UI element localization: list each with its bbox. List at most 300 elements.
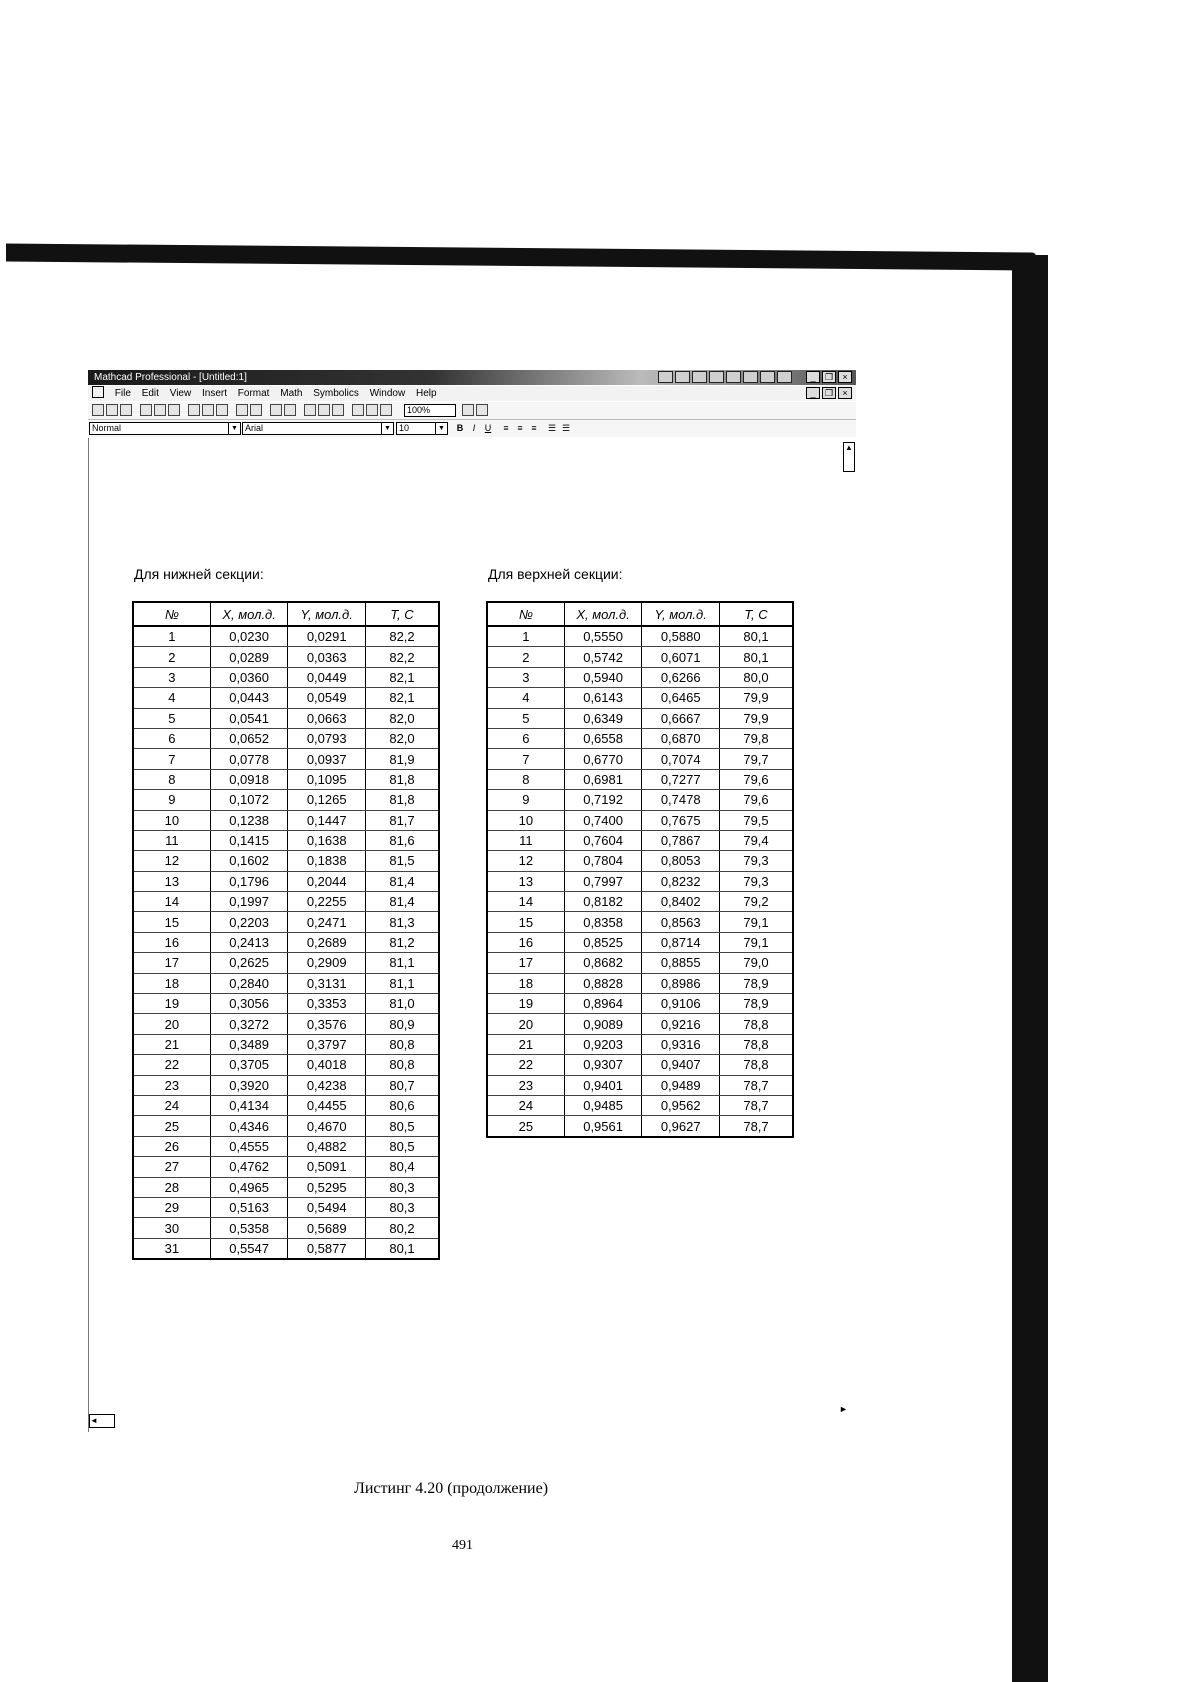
table-cell: 0,2413 xyxy=(210,932,288,952)
menu-math[interactable]: Math xyxy=(280,388,303,399)
table-row xyxy=(133,1075,439,1095)
table-row xyxy=(133,1116,439,1136)
copy-icon[interactable] xyxy=(202,404,214,416)
column-header: T, C xyxy=(720,602,794,626)
resource-icon[interactable] xyxy=(692,371,707,383)
resize-grip-icon[interactable]: ► xyxy=(839,1404,848,1414)
help-icon[interactable] xyxy=(476,404,488,416)
table-cell: 0,0443 xyxy=(210,688,288,708)
table-row xyxy=(133,1055,439,1075)
table-cell: 0,7400 xyxy=(564,810,642,830)
restore-button[interactable]: ❐ xyxy=(822,371,836,383)
table-cell: 0,9203 xyxy=(564,1034,642,1054)
table-cell: 13 xyxy=(487,871,564,891)
table-cell: 24 xyxy=(133,1095,210,1115)
table-row xyxy=(133,769,439,789)
table-row xyxy=(133,728,439,748)
table-cell: 80,3 xyxy=(366,1197,440,1217)
table-cell: 0,4238 xyxy=(288,1075,366,1095)
table-cell: 18 xyxy=(487,973,564,993)
align-across-icon[interactable] xyxy=(270,404,282,416)
table-cell: 0,2689 xyxy=(288,932,366,952)
menu-edit[interactable]: Edit xyxy=(141,388,159,399)
table-cell: 0,8563 xyxy=(642,912,720,932)
table-cell: 11 xyxy=(487,830,564,850)
standard-toolbar xyxy=(88,402,856,420)
table-cell: 0,4018 xyxy=(288,1055,366,1075)
table-cell: 19 xyxy=(487,994,564,1014)
table-cell: 11 xyxy=(133,830,210,850)
table-cell: 0,5163 xyxy=(210,1197,288,1217)
table-cell: 0,3353 xyxy=(288,994,366,1014)
column-header: № xyxy=(487,602,564,626)
table-cell: 0,9561 xyxy=(564,1116,642,1137)
table-cell: 0,3056 xyxy=(210,994,288,1014)
table-cell: 20 xyxy=(487,1014,564,1034)
table-cell: 80,9 xyxy=(366,1014,440,1034)
insert-unit-icon[interactable] xyxy=(318,404,330,416)
lower-section-table xyxy=(132,601,440,1260)
table-cell: 0,1447 xyxy=(288,810,366,830)
open-icon[interactable] xyxy=(106,404,118,416)
table-row xyxy=(487,892,793,912)
table-cell: 79,4 xyxy=(720,830,794,850)
table-cell: 0,5689 xyxy=(288,1218,366,1238)
align-right-icon[interactable]: ≡ xyxy=(531,423,537,433)
numbering-icon[interactable]: ☰ xyxy=(561,423,571,433)
table-row xyxy=(487,1034,793,1054)
table-cell: 82,1 xyxy=(366,688,440,708)
table-row xyxy=(133,1034,439,1054)
table-cell: 0,0449 xyxy=(288,667,366,687)
table-row xyxy=(487,912,793,932)
table-row xyxy=(133,790,439,810)
table-cell: 0,1415 xyxy=(210,830,288,850)
table-row xyxy=(487,830,793,850)
table-cell: 80,8 xyxy=(366,1055,440,1075)
table-cell: 79,2 xyxy=(720,892,794,912)
table-cell: 0,6349 xyxy=(564,708,642,728)
table-cell: 0,2471 xyxy=(288,912,366,932)
chevron-down-icon[interactable]: ▼ xyxy=(381,423,393,434)
table-cell: 0,6558 xyxy=(564,728,642,748)
table-cell: 0,5742 xyxy=(564,647,642,667)
table-row xyxy=(487,688,793,708)
table-cell: 0,8402 xyxy=(642,892,720,912)
style-select[interactable] xyxy=(89,422,241,435)
table-row xyxy=(133,688,439,708)
table-cell: 80,5 xyxy=(366,1136,440,1156)
table-cell: 81,7 xyxy=(366,810,440,830)
table-cell: 81,2 xyxy=(366,932,440,952)
column-header: Y, мол.д. xyxy=(288,602,366,626)
chevron-down-icon[interactable]: ▼ xyxy=(228,423,240,434)
table-cell: 81,4 xyxy=(366,871,440,891)
table-row xyxy=(133,973,439,993)
table-row xyxy=(487,851,793,871)
table-cell: 0,9106 xyxy=(642,994,720,1014)
table-row xyxy=(133,667,439,687)
table-cell: 0,9307 xyxy=(564,1055,642,1075)
font-select[interactable] xyxy=(242,422,394,435)
table-cell: 0,3920 xyxy=(210,1075,288,1095)
table-cell: 8 xyxy=(133,769,210,789)
table-cell: 25 xyxy=(487,1116,564,1137)
column-header: T, C xyxy=(366,602,440,626)
table-cell: 78,8 xyxy=(720,1034,794,1054)
table-cell: 20 xyxy=(133,1014,210,1034)
table-cell: 0,4455 xyxy=(288,1095,366,1115)
table-row xyxy=(487,1055,793,1075)
table-row xyxy=(487,667,793,687)
column-header: X, мол.д. xyxy=(210,602,288,626)
table-row xyxy=(487,1116,793,1137)
table-cell: 23 xyxy=(487,1075,564,1095)
table-cell: 78,8 xyxy=(720,1014,794,1034)
table-cell: 78,7 xyxy=(720,1116,794,1137)
table-cell: 81,8 xyxy=(366,769,440,789)
title-toolbar xyxy=(658,371,792,383)
table-cell: 79,1 xyxy=(720,912,794,932)
table-cell: 3 xyxy=(133,667,210,687)
listing-caption: Листинг 4.20 (продолжение) xyxy=(354,1480,549,1497)
table-cell: 4 xyxy=(487,688,564,708)
table-cell: 18 xyxy=(133,973,210,993)
table-cell: 78,9 xyxy=(720,994,794,1014)
table-cell: 0,7277 xyxy=(642,769,720,789)
chevron-down-icon[interactable]: ▼ xyxy=(435,423,447,434)
doc-close-button[interactable]: × xyxy=(838,387,852,399)
table-row xyxy=(133,953,439,973)
table-cell: 0,7997 xyxy=(564,871,642,891)
table-cell: 0,0363 xyxy=(288,647,366,667)
table-row xyxy=(133,851,439,871)
cut-icon[interactable] xyxy=(188,404,200,416)
menu-insert[interactable]: Insert xyxy=(201,388,227,399)
upper-section-table xyxy=(486,601,794,1138)
table-cell: 0,6465 xyxy=(642,688,720,708)
run-mathconnex-icon[interactable] xyxy=(380,404,392,416)
table-cell: 13 xyxy=(133,871,210,891)
table-cell: 79,0 xyxy=(720,953,794,973)
table-cell: 21 xyxy=(133,1034,210,1054)
table-cell: 0,7867 xyxy=(642,830,720,850)
table-cell: 0,1997 xyxy=(210,892,288,912)
table-row xyxy=(133,1095,439,1115)
table-row xyxy=(487,790,793,810)
table-row xyxy=(133,626,439,647)
table-cell: 6 xyxy=(487,728,564,748)
table-cell: 0,0549 xyxy=(288,688,366,708)
paste-icon[interactable] xyxy=(216,404,228,416)
page-number: 491 xyxy=(452,1538,473,1553)
table-cell: 1 xyxy=(133,626,210,647)
formatting-toolbar xyxy=(88,420,856,437)
table-cell: 78,8 xyxy=(720,1055,794,1075)
resource-icon[interactable] xyxy=(709,371,724,383)
menu-bar xyxy=(88,386,856,401)
align-left-icon[interactable]: ≡ xyxy=(503,423,509,433)
table-cell: 0,4134 xyxy=(210,1095,288,1115)
table-row xyxy=(487,769,793,789)
calculate-icon[interactable] xyxy=(332,404,344,416)
table-cell: 0,6071 xyxy=(642,647,720,667)
table-cell: 28 xyxy=(133,1177,210,1197)
table-cell: 0,6266 xyxy=(642,667,720,687)
table-row xyxy=(133,994,439,1014)
table-cell: 81,3 xyxy=(366,912,440,932)
table-cell: 0,6143 xyxy=(564,688,642,708)
align-down-icon[interactable] xyxy=(284,404,296,416)
table-cell: 0,0289 xyxy=(210,647,288,667)
menu-symbolics[interactable]: Symbolics xyxy=(313,388,359,399)
align-center-icon[interactable]: ≡ xyxy=(517,423,523,433)
window-title: Mathcad Professional - [Untitled:1] xyxy=(94,372,247,383)
table-cell: 81,9 xyxy=(366,749,440,769)
resource-icon[interactable] xyxy=(726,371,741,383)
insert-hyperlink-icon[interactable] xyxy=(352,404,364,416)
table-cell: 0,5547 xyxy=(210,1238,288,1259)
font-value: Arial xyxy=(245,423,264,433)
table-cell: 0,8525 xyxy=(564,932,642,952)
table-row xyxy=(133,892,439,912)
table-cell: 0,0793 xyxy=(288,728,366,748)
table-row xyxy=(133,749,439,769)
table-cell: 80,7 xyxy=(366,1075,440,1095)
table-cell: 5 xyxy=(487,708,564,728)
menu-format[interactable]: Format xyxy=(237,388,270,399)
table-cell: 10 xyxy=(487,810,564,830)
table-cell: 6 xyxy=(133,728,210,748)
table-row xyxy=(133,1157,439,1177)
minimize-button[interactable]: _ xyxy=(806,371,820,383)
lower-section-label: Для нижней секции: xyxy=(134,566,264,582)
column-header: № xyxy=(133,602,210,626)
table-cell: 12 xyxy=(133,851,210,871)
table-cell: 27 xyxy=(133,1157,210,1177)
table-cell: 7 xyxy=(133,749,210,769)
table-row xyxy=(133,1136,439,1156)
menu-window[interactable]: Window xyxy=(369,388,406,399)
table-cell: 81,1 xyxy=(366,973,440,993)
italic-icon[interactable]: I xyxy=(472,423,476,433)
table-cell: 2 xyxy=(133,647,210,667)
table-cell: 0,0541 xyxy=(210,708,288,728)
table-cell: 80,5 xyxy=(366,1116,440,1136)
table-cell: 16 xyxy=(133,932,210,952)
table-row xyxy=(133,810,439,830)
table-cell: 79,8 xyxy=(720,728,794,748)
table-cell: 0,3576 xyxy=(288,1014,366,1034)
table-row xyxy=(487,1095,793,1115)
resource-icon[interactable] xyxy=(658,371,673,383)
table-cell: 82,0 xyxy=(366,728,440,748)
table-cell: 17 xyxy=(487,953,564,973)
bullets-icon[interactable]: ☰ xyxy=(547,423,557,433)
table-cell: 0,9316 xyxy=(642,1034,720,1054)
table-row xyxy=(133,932,439,952)
doc-restore-button[interactable]: ❐ xyxy=(822,387,836,399)
print-preview-icon[interactable] xyxy=(154,404,166,416)
table-cell: 0,1238 xyxy=(210,810,288,830)
table-cell: 0,2044 xyxy=(288,871,366,891)
table-cell: 19 xyxy=(133,994,210,1014)
table-cell: 82,0 xyxy=(366,708,440,728)
table-cell: 0,9489 xyxy=(642,1075,720,1095)
table-cell: 0,8682 xyxy=(564,953,642,973)
table-cell: 0,2909 xyxy=(288,953,366,973)
table-cell: 5 xyxy=(133,708,210,728)
new-icon[interactable] xyxy=(92,404,104,416)
scroll-up-icon[interactable]: ▲ xyxy=(843,442,855,472)
table-cell: 0,1602 xyxy=(210,851,288,871)
table-cell: 3 xyxy=(487,667,564,687)
table-cell: 80,1 xyxy=(720,626,794,647)
table-cell: 0,8986 xyxy=(642,973,720,993)
table-cell: 0,7675 xyxy=(642,810,720,830)
table-cell: 16 xyxy=(487,932,564,952)
table-cell: 78,9 xyxy=(720,973,794,993)
table-cell: 0,5880 xyxy=(642,626,720,647)
table-cell: 7 xyxy=(487,749,564,769)
close-button[interactable]: × xyxy=(838,371,852,383)
bold-icon[interactable]: B xyxy=(456,423,464,433)
resource-icon[interactable] xyxy=(760,371,775,383)
table-cell: 0,5877 xyxy=(288,1238,366,1259)
table-cell: 0,0778 xyxy=(210,749,288,769)
table-cell: 0,9216 xyxy=(642,1014,720,1034)
table-cell: 12 xyxy=(487,851,564,871)
table-cell: 30 xyxy=(133,1218,210,1238)
resource-icon[interactable] xyxy=(743,371,758,383)
table-cell: 0,7804 xyxy=(564,851,642,871)
table-cell: 0,5295 xyxy=(288,1177,366,1197)
table-cell: 2 xyxy=(487,647,564,667)
menu-view[interactable]: View xyxy=(169,388,192,399)
resource-center-icon[interactable] xyxy=(462,404,474,416)
table-cell: 82,2 xyxy=(366,647,440,667)
table-cell: 81,4 xyxy=(366,892,440,912)
table-cell: 0,6870 xyxy=(642,728,720,748)
print-icon[interactable] xyxy=(140,404,152,416)
style-value: Normal xyxy=(92,423,122,433)
resource-icon[interactable] xyxy=(675,371,690,383)
table-cell: 14 xyxy=(133,892,210,912)
table-row xyxy=(133,912,439,932)
scroll-left-icon[interactable]: ◄ xyxy=(89,1414,115,1428)
table-cell: 79,9 xyxy=(720,708,794,728)
table-cell: 78,7 xyxy=(720,1075,794,1095)
table-cell: 0,8232 xyxy=(642,871,720,891)
menu-help[interactable]: Help xyxy=(415,388,437,399)
redo-icon[interactable] xyxy=(250,404,262,416)
table-cell: 25 xyxy=(133,1116,210,1136)
scan-top-edge xyxy=(6,244,1036,271)
table-cell: 15 xyxy=(487,912,564,932)
scan-right-edge xyxy=(1012,255,1048,1682)
table-cell: 81,0 xyxy=(366,994,440,1014)
table-row xyxy=(487,749,793,769)
table-cell: 0,6667 xyxy=(642,708,720,728)
table-cell: 0,5550 xyxy=(564,626,642,647)
table-cell: 4 xyxy=(133,688,210,708)
table-row xyxy=(487,871,793,891)
table-cell: 79,7 xyxy=(720,749,794,769)
table-cell: 79,9 xyxy=(720,688,794,708)
table-cell: 17 xyxy=(133,953,210,973)
save-icon[interactable] xyxy=(120,404,132,416)
underline-icon[interactable]: U xyxy=(484,423,492,433)
table-cell: 0,4555 xyxy=(210,1136,288,1156)
table-cell: 14 xyxy=(487,892,564,912)
table-cell: 0,3797 xyxy=(288,1034,366,1054)
table-row xyxy=(487,953,793,973)
undo-icon[interactable] xyxy=(236,404,248,416)
table-cell: 0,1095 xyxy=(288,769,366,789)
table-cell: 79,6 xyxy=(720,769,794,789)
table-row xyxy=(133,1014,439,1034)
table-cell: 81,5 xyxy=(366,851,440,871)
table-cell: 1 xyxy=(487,626,564,647)
table-cell: 82,2 xyxy=(366,626,440,647)
table-cell: 0,0291 xyxy=(288,626,366,647)
table-row xyxy=(487,932,793,952)
font-size-select[interactable] xyxy=(396,422,448,435)
doc-minimize-button[interactable]: _ xyxy=(806,387,820,399)
table-cell: 9 xyxy=(133,790,210,810)
insert-function-icon[interactable] xyxy=(304,404,316,416)
table-cell: 0,6981 xyxy=(564,769,642,789)
table-cell: 0,1838 xyxy=(288,851,366,871)
table-cell: 21 xyxy=(487,1034,564,1054)
table-row xyxy=(133,647,439,667)
table-cell: 0,8358 xyxy=(564,912,642,932)
table-cell: 0,5358 xyxy=(210,1218,288,1238)
table-cell: 81,8 xyxy=(366,790,440,810)
zoom-select[interactable] xyxy=(404,404,456,417)
table-row xyxy=(487,1075,793,1095)
table-cell: 0,3489 xyxy=(210,1034,288,1054)
table-cell: 80,4 xyxy=(366,1157,440,1177)
table-row xyxy=(487,1014,793,1034)
title-bar xyxy=(88,370,856,385)
resource-icon[interactable] xyxy=(777,371,792,383)
table-cell: 0,9089 xyxy=(564,1014,642,1034)
table-cell: 0,1796 xyxy=(210,871,288,891)
menu-file[interactable]: File xyxy=(114,388,131,399)
component-wizard-icon[interactable] xyxy=(366,404,378,416)
document-icon[interactable] xyxy=(92,386,104,398)
table-cell: 0,1265 xyxy=(288,790,366,810)
table-cell: 0,8714 xyxy=(642,932,720,952)
table-cell: 0,0937 xyxy=(288,749,366,769)
spell-check-icon[interactable] xyxy=(168,404,180,416)
table-row xyxy=(133,1218,439,1238)
zoom-value: 100% xyxy=(407,405,431,415)
table-cell: 81,6 xyxy=(366,830,440,850)
table-row xyxy=(133,1177,439,1197)
table-cell: 0,4965 xyxy=(210,1177,288,1197)
table-cell: 0,2625 xyxy=(210,953,288,973)
table-row xyxy=(487,994,793,1014)
table-cell: 31 xyxy=(133,1238,210,1259)
table-cell: 22 xyxy=(487,1055,564,1075)
table-cell: 0,0360 xyxy=(210,667,288,687)
table-row xyxy=(133,1238,439,1259)
table-cell: 0,2840 xyxy=(210,973,288,993)
table-cell: 0,2255 xyxy=(288,892,366,912)
table-cell: 80,2 xyxy=(366,1218,440,1238)
